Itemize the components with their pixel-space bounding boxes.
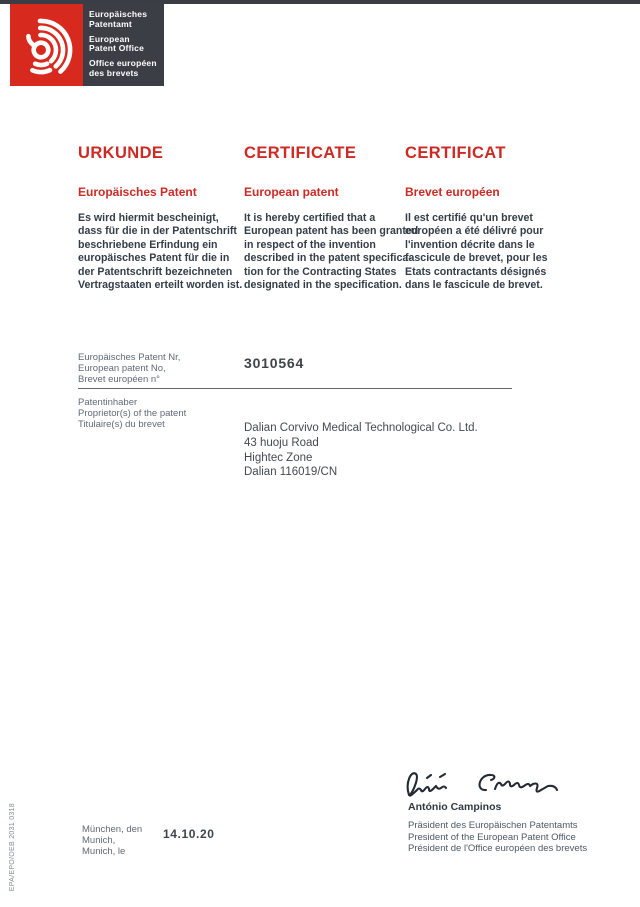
address-zone: Hightec Zone xyxy=(244,451,313,464)
date-label-en: Munich, xyxy=(82,835,116,846)
de-line: Vertragstaaten erteilt worden ist. xyxy=(78,279,243,292)
en-line: tion for the Contracting States xyxy=(244,265,397,278)
proprietor-address xyxy=(244,421,478,480)
subtitle-en: European patent xyxy=(244,185,339,199)
patent-no-label-fr: Brevet européen n° xyxy=(78,374,160,385)
org-name-de xyxy=(89,10,164,30)
en-line: in respect of the invention xyxy=(244,238,376,251)
certification-text-en xyxy=(244,212,418,292)
certification-text-de xyxy=(78,212,242,292)
de-line: dass für die in der Patentschrift xyxy=(78,225,237,238)
proprietor-label-de: Patentinhaber xyxy=(78,397,138,408)
signatory-title-de: Präsident des Europäischen Patentamts xyxy=(408,820,578,831)
fr-line: dans le fascicule de brevet. xyxy=(405,279,543,292)
proprietor-name: Dalian Corvivo Medical Technological Co. Ltd. xyxy=(244,422,478,434)
en-line: European patent has been granted xyxy=(244,225,419,238)
fr-line: fascicule de brevet, pour les xyxy=(405,252,548,265)
signatory-name: António Campinos xyxy=(408,801,502,813)
patent-no-label-de: Europäisches Patent Nr, xyxy=(78,352,181,363)
date-value: 14.10.20 xyxy=(163,827,215,841)
address-city: Dalian 116019/CN xyxy=(244,466,338,479)
de-line: beschriebene Erfindung ein xyxy=(78,238,218,251)
org-name-en-line2: Patent Office xyxy=(89,43,145,54)
address-street: 43 huoju Road xyxy=(244,436,319,449)
org-name-en-line1: European xyxy=(89,33,130,44)
divider-line xyxy=(78,388,512,389)
fr-line: l'invention décrite dans le xyxy=(405,238,535,251)
epo-swirl-icon xyxy=(10,4,83,86)
date-label-de: München, den xyxy=(82,824,143,835)
epo-org-names xyxy=(83,4,164,86)
date-label-fr: Munich, le xyxy=(82,846,126,857)
date-labels xyxy=(82,824,142,857)
proprietor-label-en: Proprietor(s) of the patent xyxy=(78,408,187,419)
signatory-titles xyxy=(408,820,587,855)
subtitle-de: Europäisches Patent xyxy=(78,185,197,199)
de-line: Es wird hiermit bescheinigt, xyxy=(78,212,219,224)
signatory-title-en: President of the European Patent Office xyxy=(408,831,576,843)
en-line: described in the patent specifica- xyxy=(244,252,412,265)
org-name-de-line1: Europäisches xyxy=(89,9,148,19)
title-fr: CERTIFICAT xyxy=(405,144,506,162)
org-name-fr xyxy=(89,59,164,79)
form-code: EPA/EPO/OEB 2031 0318 xyxy=(9,803,16,892)
subtitle-fr: Brevet européen xyxy=(405,185,500,199)
fr-line: Etats contractants désignés xyxy=(405,265,547,278)
org-name-en xyxy=(89,35,164,55)
de-line: europäisches Patent für die in xyxy=(78,252,230,265)
org-name-de-line2: Patentamt xyxy=(89,18,132,29)
epo-logo xyxy=(10,4,164,86)
en-line: designated in the specification. xyxy=(244,279,402,292)
org-name-fr-line1: Office européen xyxy=(89,58,157,69)
org-name-fr-line2: des brevets xyxy=(89,67,139,78)
title-de: URKUNDE xyxy=(78,144,164,162)
en-line: It is hereby certified that a xyxy=(244,212,376,224)
patent-no-label-en: European patent No, xyxy=(78,363,166,374)
patent-number-value: 3010564 xyxy=(244,355,305,371)
title-en: CERTIFICATE xyxy=(244,144,357,162)
proprietor-label-fr: Titulaire(s) du brevet xyxy=(78,419,165,430)
patent-number-labels xyxy=(78,352,180,385)
certification-text-fr xyxy=(405,212,547,292)
de-line: der Patentschrift bezeichneten xyxy=(78,265,233,278)
signatory-title-fr: Président de l'Office européen des brevets xyxy=(408,843,588,855)
fr-line: Il est certifié qu'un brevet xyxy=(405,212,533,224)
proprietor-labels xyxy=(78,397,186,430)
fr-line: européen a été délivré pour xyxy=(405,225,544,238)
